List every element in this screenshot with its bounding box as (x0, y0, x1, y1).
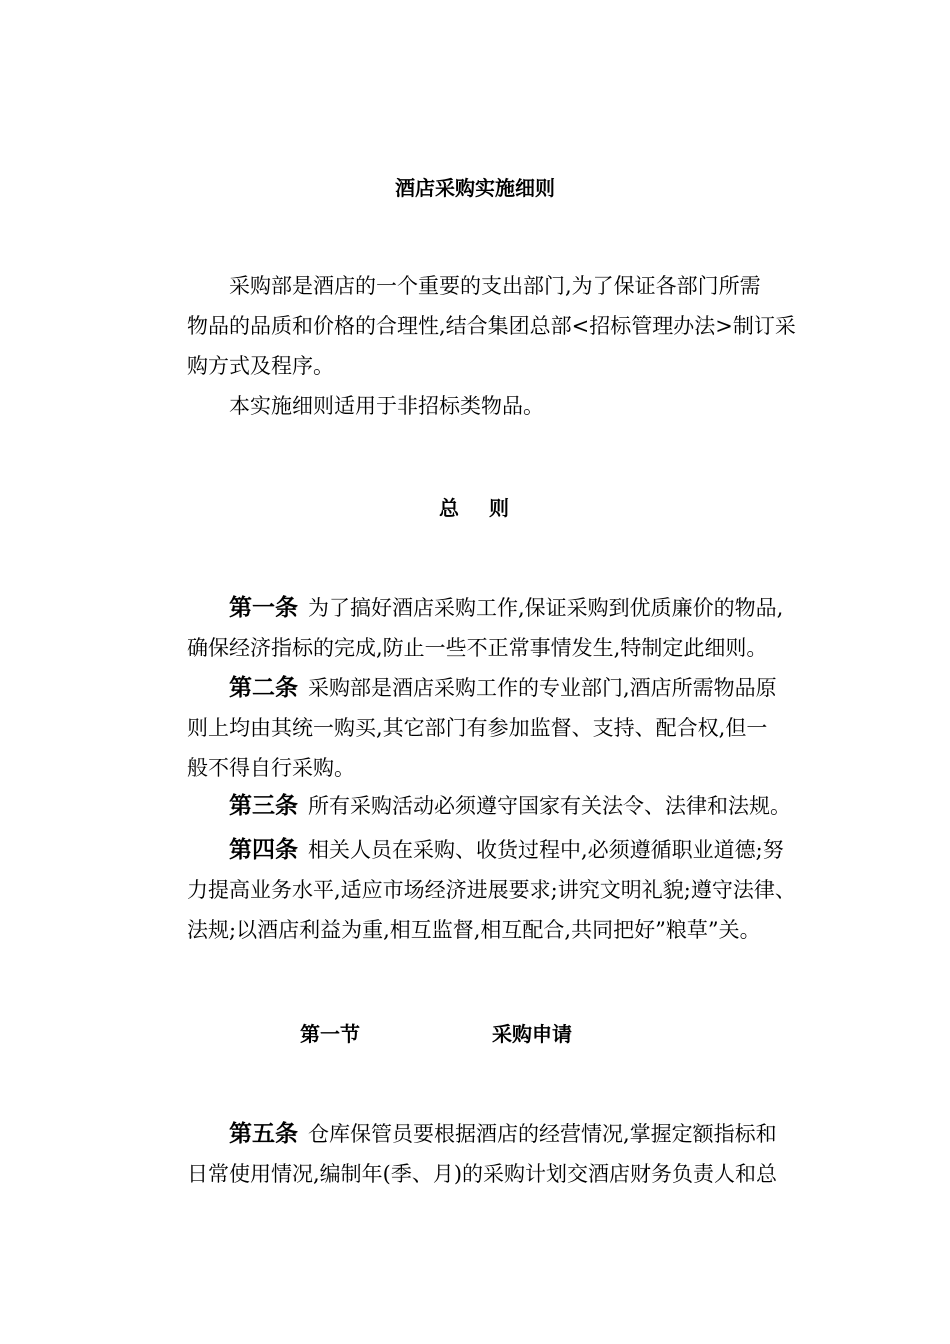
intro-line-1: 采购部是酒店的一个重要的支出部门,为了保证各部门所需 (229, 274, 761, 298)
article-5 (145, 1114, 815, 1194)
article-1-label: 第一条 (229, 594, 298, 621)
article-1 (145, 588, 815, 668)
scope-line: 本实施细则适用于非招标类物品。 (229, 394, 544, 418)
article-3-line-1: 所有采购活动必须遵守国家有关法令、法律和法规。 (308, 794, 791, 818)
article-1-line-1: 为了搞好酒店采购工作,保证采购到优质廉价的物品, (308, 596, 784, 620)
general-heading (0, 494, 950, 522)
intro-line-3: 购方式及程序。 (187, 354, 334, 378)
document-title: 酒店采购实施细则 (395, 176, 555, 200)
scope-paragraph (145, 386, 815, 426)
article-2-line-1: 采购部是酒店采购工作的专业部门,酒店所需物品原 (308, 676, 777, 700)
article-4-line-1: 相关人员在采购、收货过程中,必须遵循职业道德;努 (308, 838, 784, 862)
article-5-label: 第五条 (229, 1120, 298, 1147)
section-one-number: 第一节 (300, 1022, 360, 1046)
general-heading-right: 则 (489, 496, 511, 520)
article-2-line-3: 般不得自行采购。 (187, 756, 355, 780)
article-1-line-2: 确保经济指标的完成,防止一些不正常事情发生,特制定此细则。 (187, 636, 768, 660)
article-2-line-2: 则上均由其统一购买,其它部门有参加监督、支持、配合权,但一 (187, 716, 768, 740)
general-heading-left: 总 (439, 496, 461, 520)
article-5-line-2: 日常使用情况,编制年(季、月)的采购计划交酒店财务负责人和总 (187, 1162, 778, 1186)
article-3-label: 第三条 (229, 792, 298, 819)
article-3 (145, 786, 815, 826)
article-2-label: 第二条 (229, 674, 298, 701)
section-one-name: 采购申请 (492, 1022, 572, 1046)
article-2 (145, 668, 815, 788)
article-4-label: 第四条 (229, 836, 298, 863)
article-4 (145, 830, 815, 950)
intro-line-2: 物品的品质和价格的合理性,结合集团总部<招标管理办法>制订采 (187, 314, 796, 338)
article-4-line-2: 力提高业务水平,适应市场经济进展要求;讲究文明礼貌;遵守法律、 (187, 878, 796, 902)
intro-paragraph (145, 266, 815, 386)
article-4-line-3: 法规;以酒店利益为重,相互监督,相互配合,共同把好”粮草”关。 (187, 918, 761, 942)
article-5-line-1: 仓库保管员要根据酒店的经营情况,掌握定额指标和 (308, 1122, 777, 1146)
